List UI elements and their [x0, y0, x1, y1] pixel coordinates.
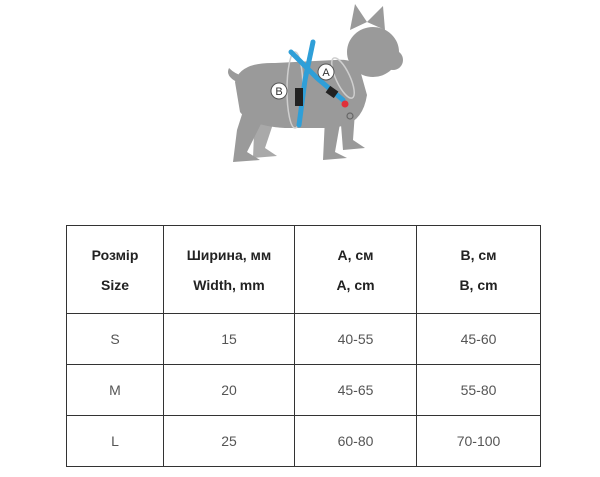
header-width: Ширина, мм Width, mm — [164, 226, 295, 314]
table-cell: 45-65 — [295, 365, 417, 416]
header-size: Розмір Size — [67, 226, 164, 314]
table-cell: S — [67, 314, 164, 365]
table-row — [67, 416, 541, 467]
clip-icon — [342, 101, 349, 108]
table-cell: 55-80 — [417, 365, 541, 416]
table-cell: 15 — [164, 314, 295, 365]
table-cell: 45-60 — [417, 314, 541, 365]
table-cell: L — [67, 416, 164, 467]
buckle-icon — [295, 88, 303, 106]
size-table — [66, 225, 541, 467]
table-cell: 20 — [164, 365, 295, 416]
header-a: А, см A, cm — [295, 226, 417, 314]
label-a: A — [322, 67, 330, 79]
table-row — [67, 365, 541, 416]
label-b: B — [275, 86, 283, 98]
table-header-row — [67, 226, 541, 314]
table-row — [67, 314, 541, 365]
dog-harness-diagram-icon — [195, 0, 425, 175]
header-b: В, см B, cm — [417, 226, 541, 314]
dog-silhouette — [228, 4, 403, 162]
table-cell: 60-80 — [295, 416, 417, 467]
table-cell: 25 — [164, 416, 295, 467]
table-cell: M — [67, 365, 164, 416]
table-cell: 70-100 — [417, 416, 541, 467]
table-cell: 40-55 — [295, 314, 417, 365]
